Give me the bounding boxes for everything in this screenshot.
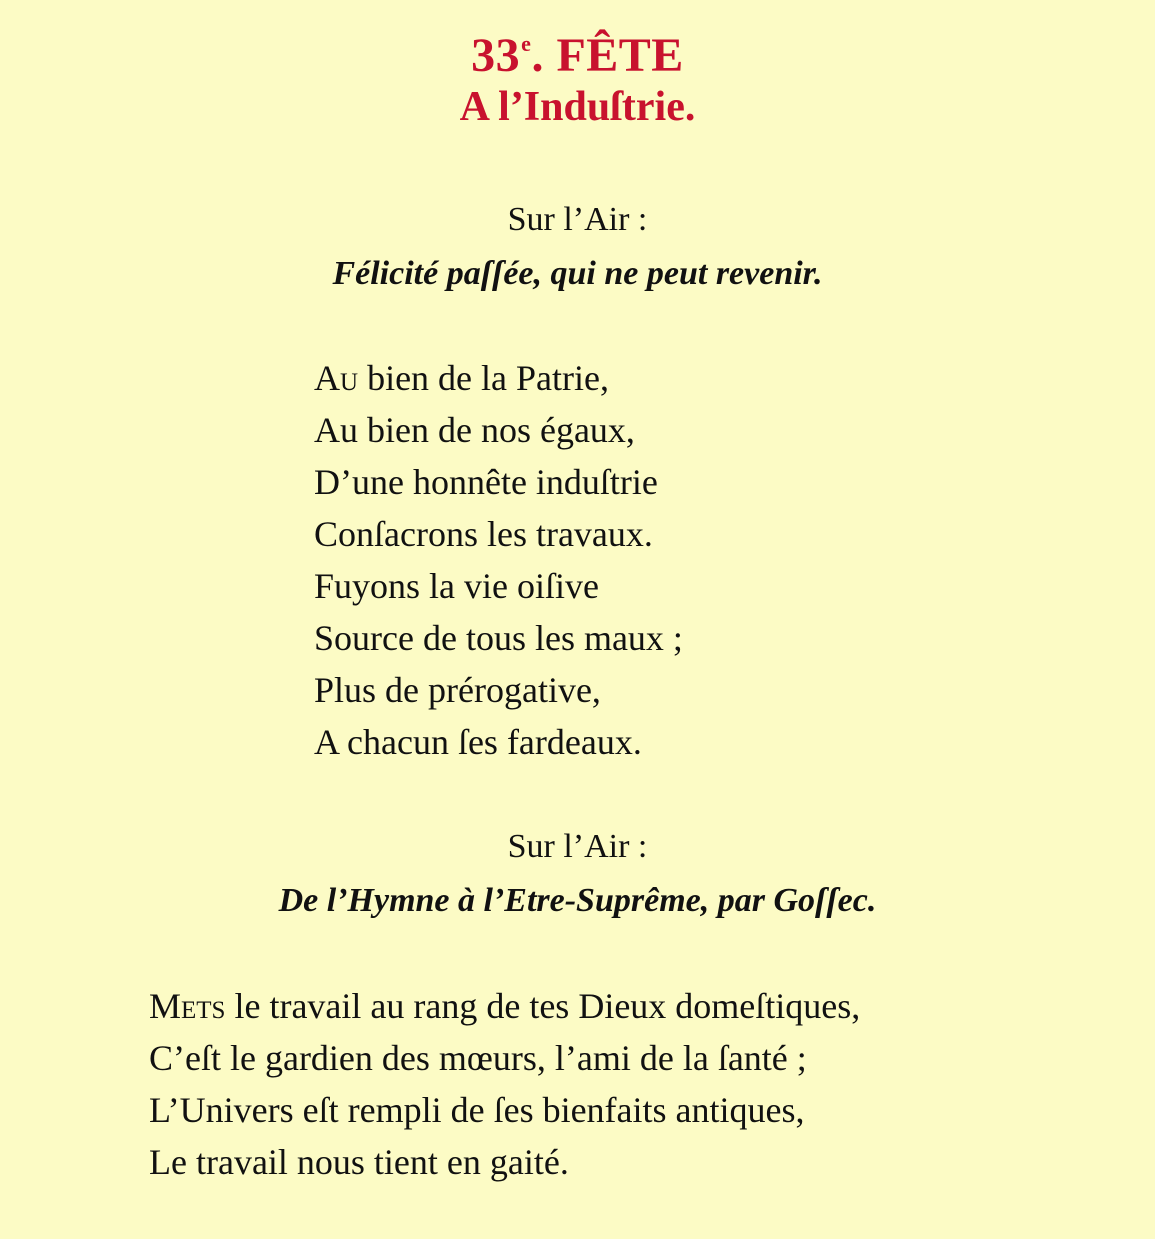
verse-line: Au bien de la Patrie, <box>314 358 609 398</box>
fete-number-heading <box>0 14 1155 86</box>
fete-label: . FÊTE <box>531 29 684 82</box>
fete-dedication-heading: A l’Induſtrie. <box>459 84 696 130</box>
verse-line: Plus de prérogative, <box>314 670 601 710</box>
air-label-1: Sur l’Air : <box>507 201 648 238</box>
verse-initial-word: Au <box>314 358 359 398</box>
air-title-1: Félicité paſſée, qui ne peut revenir. <box>332 255 823 292</box>
fete-number-suffix: e <box>521 31 532 56</box>
verse-line: Mets le travail au rang de tes Dieux domeſtiques, <box>149 986 861 1026</box>
verse-line: D’une honnête induſtrie <box>314 462 658 502</box>
verse-line: A chacun ſes fardeaux. <box>314 722 642 762</box>
verse-line: L’Univers eſt rempli de ſes bienfaits antiques, <box>149 1090 805 1130</box>
verse-line: C’eſt le gardien des mœurs, l’ami de la ſanté ; <box>149 1038 807 1078</box>
stanza-1 <box>314 352 683 768</box>
verse-line: Source de tous les maux ; <box>314 618 683 658</box>
verse-line: Fuyons la vie oiſive <box>314 566 599 606</box>
fete-number: 33 <box>471 29 521 82</box>
air-title-2: De l’Hymne à l’Etre-Suprême, par Goſſec. <box>278 882 877 919</box>
verse-line: Conſacrons les travaux. <box>314 514 653 554</box>
verse-line: Le travail nous tient en gaité. <box>149 1142 569 1182</box>
verse-initial-word: Mets <box>149 986 226 1026</box>
stanza-2 <box>149 980 860 1188</box>
air-label-2: Sur l’Air : <box>507 828 648 865</box>
verse-line: Au bien de nos égaux, <box>314 410 635 450</box>
